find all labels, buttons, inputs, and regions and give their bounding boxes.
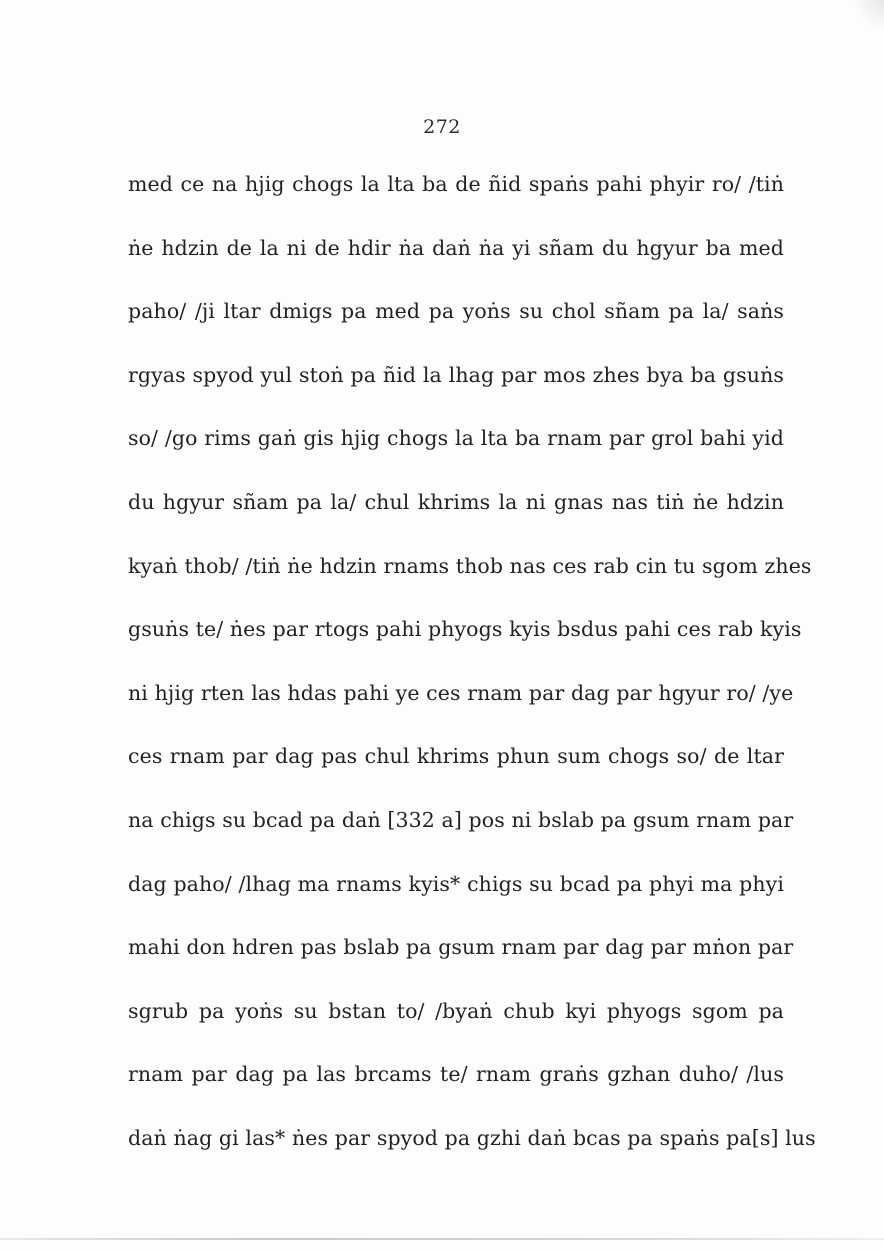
text-line: paho/ /ji ltar dmigs pa med pa yoṅs su chol sñam pa la/ saṅs	[128, 299, 784, 324]
text-line: so/ /go rims gaṅ gis hjig chogs la lta ba rnam par grol bahi yid	[128, 426, 784, 451]
text-line: ces rnam par dag pas chul khrims phun sum chogs so/ de ltar	[128, 744, 784, 769]
text-line: rnam par dag pa las brcams te/ rnam graṅs gzhan duho/ /lus	[128, 1062, 784, 1087]
text-line: ni hjig rten las hdas pahi ye ces rnam par dag par hgyur ro/ /ye	[128, 680, 794, 705]
text-line: gsuṅs te/ ṅes par rtogs pahi phyogs kyis bsdus pahi ces rab kyis	[128, 617, 802, 642]
text-line: du hgyur sñam pa la/ chul khrims la ni gnas nas tiṅ ṅe hdzin	[128, 489, 784, 514]
text-line: na chigs su bcad pa daṅ [332 a] pos ni bslab pa gsum rnam par	[128, 807, 794, 832]
page-number: 272	[423, 116, 461, 138]
text-line: rgyas spyod yul stoṅ pa ñid la lhag par mos zhes bya ba gsuṅs	[128, 362, 784, 387]
scan-shadow	[854, 0, 884, 30]
text-line: med ce na hjig chogs la lta ba de ñid spaṅs pahi phyir ro/ /tiṅ	[128, 172, 784, 196]
text-line: dag paho/ /lhag ma rnams kyis* chigs su bcad pa phyi ma phyi	[128, 871, 784, 896]
text-line: ṅe hdzin de la ni de hdir ṅa daṅ ṅa yi sñam du hgyur ba med	[128, 235, 784, 260]
text-line: mahi don hdren pas bslab pa gsum rnam par dag par mṅon par	[128, 935, 794, 960]
text-line: sgrub pa yoṅs su bstan to/ /byaṅ chub kyi phyogs sgom pa	[128, 998, 784, 1023]
text-line: kyaṅ thob/ /tiṅ ṅe hdzin rnams thob nas ces rab cin tu sgom zhes	[128, 553, 812, 578]
body-text	[128, 170, 816, 1188]
text-line: daṅ ṅag gi las* ṅes par spyod pa gzhi daṅ bcas pa spaṅs pa[s] lus	[128, 1125, 816, 1150]
scan-edge-line	[0, 1238, 884, 1240]
